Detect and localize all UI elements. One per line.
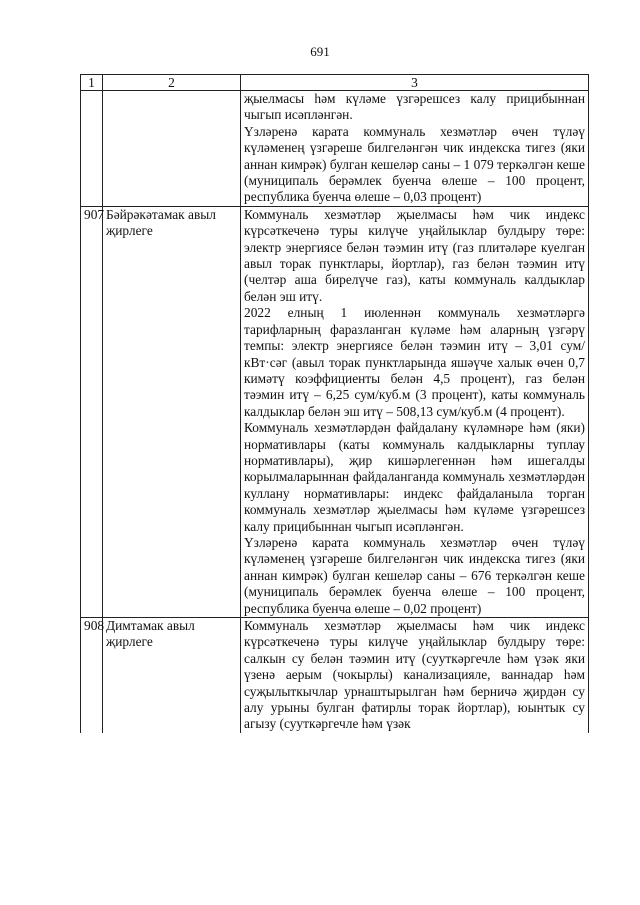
description-paragraph: Коммуналь хезмәтләрдән файдалану күләмнәре һәм (яки) нормативлары (каты коммуналь калдыкларны туплау нормативлары), җир кишәрлегеннән һәм ишегалды корылмаларыннан файдаланганда коммуналь хезмәтләрдән куллану нормативлары: индекс файдаланыла торган коммуналь хезмәтләр җыелмасы һәм күләме үзгәрешсез калу прицибыннан чыгып исәпләнгән. xyxy=(244,420,585,534)
description-paragraph: 2022 елның 1 июленнән коммуналь хезмәтләргә тарифларның фаразланган күләме һәм аларның үзгәрү темпы: электр энергиясе белән тәэмин итү – 3,01 сум/кВт·сәг (авыл торак пунктларында яшәүче халык өчен 0,7 кимәтү коэффициенты белән 4,5 процент), газ белән тәэмин итү – 6,25 сум/куб.м (3 процент), каты коммуналь калдыклар белән эш итү – 508,13 сум/куб.м (4 процент). xyxy=(244,305,585,419)
settlement-name: Бәйрәкәтамак авыл җирлеге xyxy=(103,206,241,617)
settlement-name: Димтамак авыл җирлеге xyxy=(103,618,241,733)
description-cell xyxy=(241,618,589,733)
row-number: 908 xyxy=(81,618,103,733)
description-cell xyxy=(241,206,589,617)
table-row xyxy=(81,618,589,733)
description-cell xyxy=(241,91,589,207)
row-number: 907 xyxy=(81,206,103,617)
column-header-3: 3 xyxy=(241,75,589,91)
row-number xyxy=(81,91,103,207)
description-paragraph: җыелмасы һәм күләме үзгәрешсез калу прицибыннан чыгып исәпләнгән. xyxy=(244,91,585,123)
table-row xyxy=(81,206,589,617)
description-paragraph: Үзләренә карата коммуналь хезмәтләр өчен түләү күләменең үзгәреше билгеләнгән чик индекска тигез (яки аннан кимрәк) булган кешеләр саны – 1 079 теркәлгән кеше (муниципаль берәмлек буенча өлеше – 100 процент, республика буенча өлеше – 0,03 процент) xyxy=(244,123,585,205)
table-row xyxy=(81,91,589,207)
table-header-row xyxy=(81,75,589,91)
description-paragraph: Коммуналь хезмәтләр җыелмасы һәм чик индекс күрсәткеченә туры килүче уңайлыклар булдыру төре: салкын су белән тәэмин итү (сууткәргечле һәм үзәк яки үзенә аерым (чокырлы) канализацияле, ваннадар һәм суҗылыткычлар урнаштырылган һәм берничә җирдән су алу урыны булган фатирлы торак йортлар), юынтык су агызу (сууткәргечле һәм үзәк xyxy=(244,618,585,732)
page-number: 691 xyxy=(310,44,330,59)
column-header-2: 2 xyxy=(103,75,241,91)
tariff-table xyxy=(80,74,589,733)
settlement-name xyxy=(103,91,241,207)
description-paragraph: Үзләренә карата коммуналь хезмәтләр өчен түләү күләменең үзгәреше билгеләнгән чик индекска тигез (яки аннан кимрәк) булган кешеләр саны – 676 теркәлгән кеше (муниципаль берәмлек буенча өлеше – 100 процент, республика буенча өлеше – 0,02 процент) xyxy=(244,534,585,616)
description-paragraph: Коммуналь хезмәтләр җыелмасы һәм чик индекс күрсәткеченә туры килүче уңайлыклар булдыру төре: электр энергиясе белән тәэмин итү (газ плитәләре куелган авыл торак пунктлары, йортлар), газ белән тәэмин итү (челтәр аша бирелүче газ), каты коммуналь калдыклар белән эш итү. xyxy=(244,206,585,304)
column-header-1: 1 xyxy=(81,75,103,91)
